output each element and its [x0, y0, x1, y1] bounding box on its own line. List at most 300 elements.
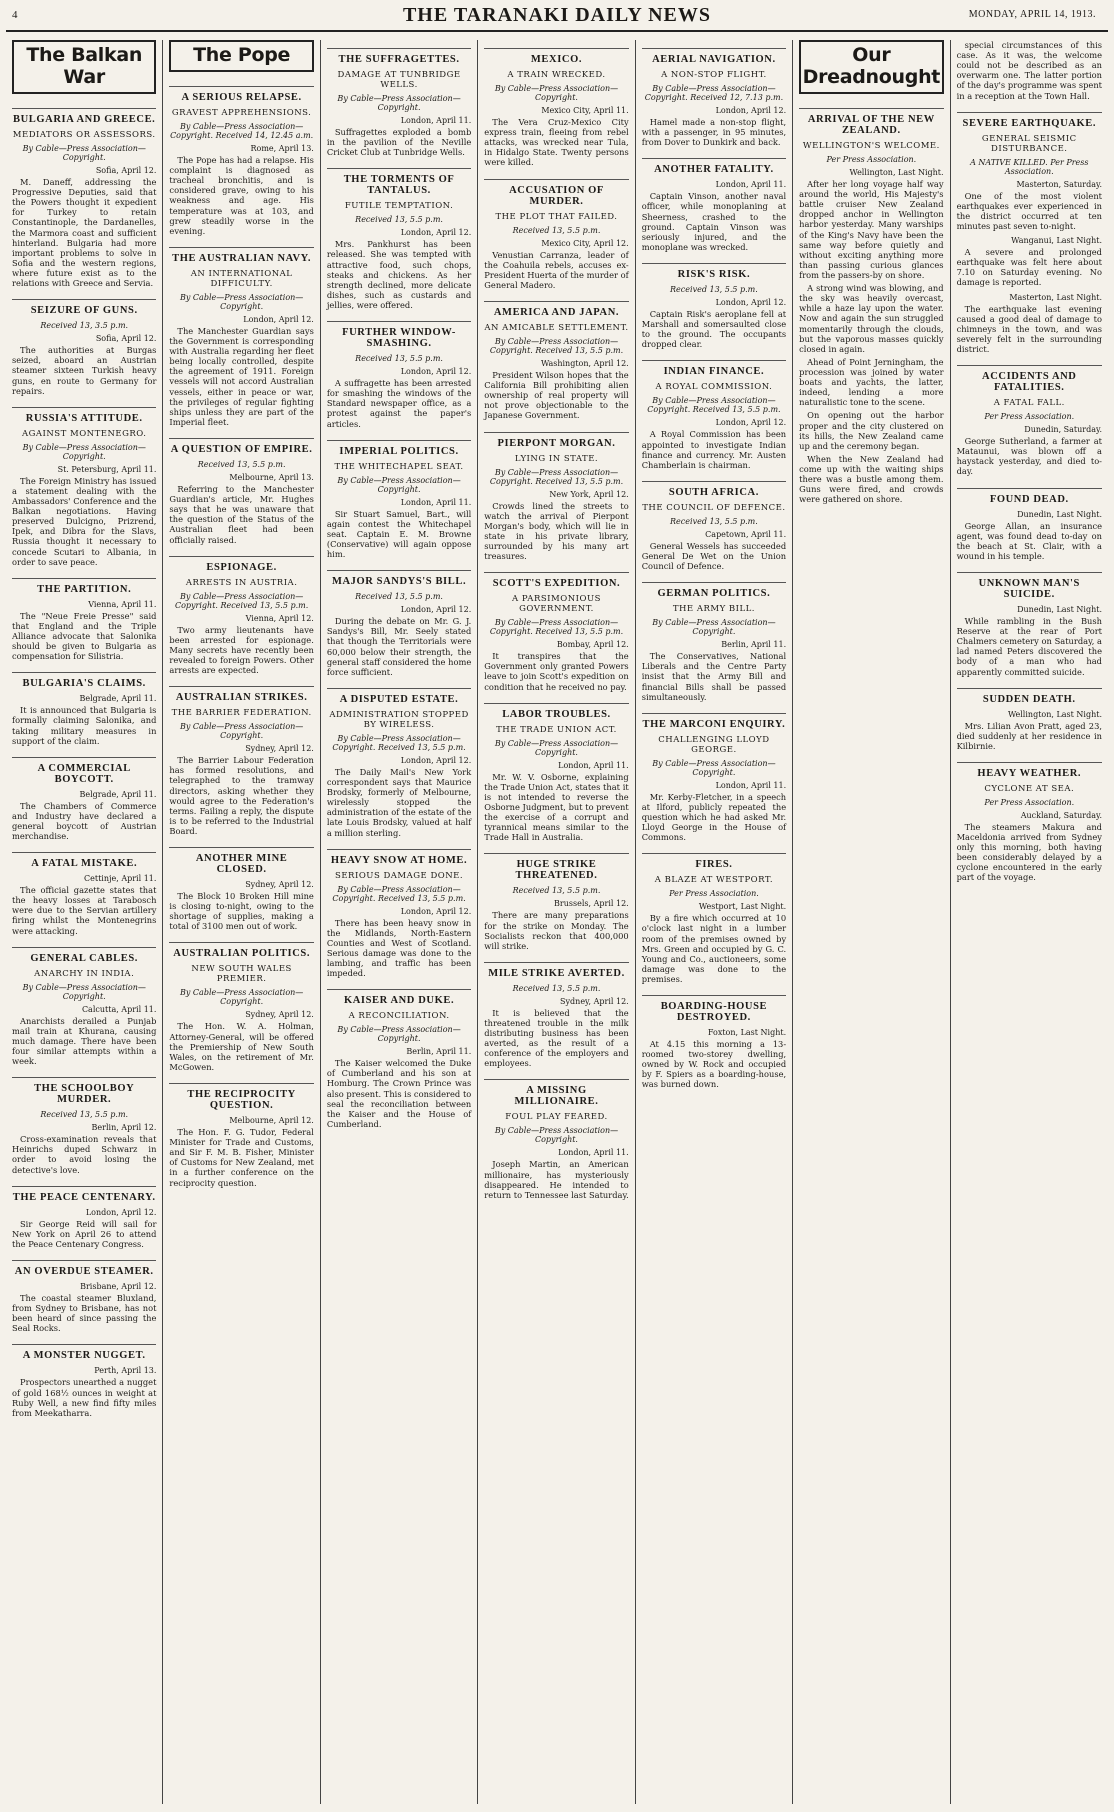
article-headline: AERIAL NAVIGATION. [642, 48, 786, 65]
article-dateline: Vienna, April 12. [245, 613, 314, 623]
article-headline: THE SUFFRAGETTES. [327, 48, 471, 65]
article-body: Referring to the Manchester Guardian's article, Mr. Hughes says that he was unaware that the question of the Status of the Australian fleet had been officially raised. [169, 483, 314, 545]
article-body: The Foreign Ministry has issued a statement dealing with the Ambassadors' Conference and the Balkan negotiations. Having preserved Dulcigno, Prizrend, Ipek, and Dibra for the Slavs, Russia thought it necessary to concede Scutari to Albania, in order to save peace. [12, 475, 157, 567]
article-body: Sir Stuart Samuel, Bart., will again contest the Whitechapel seat. Captain E. M. Browne (Conservative) will again oppose him. [326, 508, 472, 560]
article-dateline: Auckland, Saturday. [1020, 810, 1102, 820]
article-credit: By Cable—Press Association—Copyright. Received 13, 5.5 p.m. [647, 396, 781, 415]
article-dateline: Mexico City, April 11. [541, 106, 629, 115]
article [799, 283, 943, 357]
article-dateline: London, April 11. [715, 180, 787, 190]
article [484, 564, 628, 694]
article [169, 430, 313, 548]
article-dateline: Masterton, Last Night. [1009, 292, 1102, 302]
article-subheadline: THE TRADE UNION ACT. [496, 724, 617, 735]
article-subheadline: A TRAIN WRECKED. [507, 70, 606, 80]
article-credit: By Cable—Press Association—Copyright. [22, 442, 146, 461]
article-dateline: London, April 11. [558, 760, 629, 770]
article-dateline: London, April 12. [400, 605, 472, 615]
article-subheadline: FUTILE TEMPTATION. [344, 201, 454, 212]
article-dateline: Melbourne, April 13. [229, 472, 314, 482]
article-body: Mr. W. V. Osborne, explaining the Trade Union Act, states that it is not intended to reverse the Osborne Judgment, but to prevent the exercise of a corrupt and tyrannical means similar to the Trade Hall in Australia. [484, 771, 629, 843]
article-credit: Received 13, 5.5 p.m. [355, 592, 443, 602]
article-body: A strong wind was blowing, and the sky was heavily overcast, while a haze lay upon the water. Now and again the sun struggled momentarily through the clouds, but the vaporous masses quickly closed in again. [799, 283, 944, 354]
article-body: M. Daneff, addressing the Progressive Deputies, said that the Powers thought it expedient for Turkey to retain Constantinople, the Dardanelles, the Marmora coast and sufficient hinterland. Bulgaria had more important problems to solve in Sofia and the western regions, where future exist as to the relations with Greece and Servia. [12, 177, 157, 289]
article-headline: SEIZURE OF GUNS. [12, 299, 156, 316]
article-dateline: Sofia, April 12. [95, 166, 157, 175]
article-dateline: Foxton, Last Night. [707, 1028, 787, 1038]
article-dateline: St. Petersburg, April 11. [57, 464, 157, 474]
article [484, 1071, 628, 1202]
article-dateline: Dunedin, Last Night. [1017, 604, 1102, 614]
article-body: special circumstances of this case. As it was, the welcome could not be described as an overwarm one. The latter portion of the day's programme was spent in a reception at the Town Hall. [956, 40, 1102, 101]
article-subheadline: AN INTERNATIONAL DIFFICULTY. [190, 268, 293, 289]
article-subheadline: GENERAL SEISMIC DISTURBANCE. [981, 133, 1077, 154]
article-body: A severe and prolonged earthquake was felt here about 7.10 on Saturday evening. No damage is reported. [956, 247, 1102, 288]
article-subheadline: THE COUNCIL OF DEFENCE. [642, 502, 786, 513]
article [642, 574, 786, 705]
article-body: Captain Vinson, another naval officer, while monoplaning at Sheerness, crashed to the ground. Captain Vinson was seriously injured, and the monoplane was wrecked. [641, 191, 787, 252]
article-body: It transpires that the Government only granted Powers leave to join Scott's expedition on condition that he received no pay. [484, 651, 629, 692]
article-headline: AMERICA AND JAPAN. [484, 301, 628, 318]
article-credit: Received 13, 5.5 p.m. [670, 284, 758, 294]
article-body: Anarchists derailed a Punjab mail train at Khurana, causing much damage. There have been four similar attempts within a week. [12, 1015, 157, 1067]
article-credit: Per Press Association. [984, 412, 1075, 422]
article-body: The Block 10 Broken Hill mine is closing to-night, owing to the shortage of supplies, making a total of 3100 men out of work. [169, 891, 314, 932]
article-credit: By Cable—Press Association—Copyright. [22, 982, 146, 1001]
article-dateline: Belgrade, April 11. [79, 789, 157, 799]
column-3 [321, 40, 478, 1804]
article-credit: By Cable—Press Association—Copyright. [652, 618, 776, 637]
article-credit: By Cable—Press Association—Copyright. Received 12, 7.13 p.m. [644, 84, 784, 102]
article-headline: SUDDEN DEATH. [957, 688, 1102, 705]
article [642, 352, 786, 472]
article-headline: IMPERIAL POLITICS. [327, 440, 471, 457]
article [12, 749, 156, 844]
article-body: President Wilson hopes that the California Bill prohibiting alien ownership of real property will not prove objectionable to the Japanese Government. [484, 369, 629, 421]
article-body: There has been heavy snow in the Midlands, North-Eastern Counties and West of Scotland. Serious damage was done to the lambing, and traffic has been impeded. [326, 917, 472, 979]
article-body: George Sutherland, a farmer at Mataunui, was blown off a haystack yesterday, and died to-day. [956, 436, 1102, 477]
article-dateline: Washington, April 12. [540, 358, 629, 368]
article-headline: THE AUSTRALIAN NAVY. [169, 247, 313, 264]
article [169, 678, 313, 839]
article [169, 1075, 313, 1191]
article [12, 1336, 156, 1420]
article-dateline: Capetown, April 11. [705, 529, 787, 539]
article-subheadline: THE BARRIER FEDERATION. [171, 708, 312, 719]
article [957, 357, 1102, 479]
article-body: Joseph Martin, an American millionaire, has mysteriously disappeared. He intended to return to Tennessee last Saturday. [484, 1159, 629, 1200]
article [957, 40, 1102, 104]
article-subheadline: THE PLOT THAT FAILED. [495, 211, 618, 222]
article-dateline: Melbourne, April 12. [229, 1116, 314, 1126]
article-credit: By Cable—Press Association—Copyright. [494, 1126, 619, 1145]
article-body: Prospectors unearthed a nugget of gold 168½ ounces in weight at Ruby Well, a new find fifty miles from Meekatharra. [12, 1377, 157, 1418]
article-headline: LABOR TROUBLES. [484, 703, 628, 720]
article-subheadline: ADMINISTRATION STOPPED BY WIRELESS. [329, 709, 469, 730]
article-body: The Chambers of Commerce and Industry have declared a general boycott of Austrian merchandise. [12, 800, 157, 842]
article-dateline: Dunedin, Saturday. [1024, 425, 1102, 435]
article [957, 480, 1102, 564]
article-credit: Received 13, 5.5 p.m. [355, 215, 443, 225]
article-subheadline: A NON-STOP FLIGHT. [661, 70, 767, 80]
article-dateline: Sydney, April 12. [560, 996, 629, 1006]
article-headline: ANOTHER MINE CLOSED. [169, 847, 313, 875]
article-credit: By Cable—Press Association—Copyright. Received 13, 5.5 p.m. [332, 884, 466, 903]
article-body: The Manchester Guardian says the Government is corresponding with Australia regarding her fleet being locally controlled, despite the agreement of 1911. Foreign vessels will not accord Australian vessels, either in peace or war, the privileges of regular fighting ships unless they are part of the Imperial fleet. [169, 325, 314, 427]
article-headline: A FATAL MISTAKE. [12, 852, 156, 869]
article-body: There are many preparations for the strike on Monday. The Socialists reckon that 400,000 will strike. [484, 910, 629, 951]
article-headline: BULGARIA AND GREECE. [12, 108, 156, 125]
article-subheadline: WELLINGTON'S WELCOME. [802, 141, 940, 151]
article-credit: Received 13, 5.5 p.m. [355, 354, 443, 364]
article [799, 100, 943, 283]
article-subheadline: SERIOUS DAMAGE DONE. [335, 870, 464, 881]
article-dateline: London, April 11. [400, 497, 472, 507]
article-subheadline: MEDIATORS OR ASSESSORS. [12, 130, 156, 140]
article-dateline: London, April 11. [400, 116, 472, 125]
article-body: Cross-examination reveals that Heinrichs duped Schwarz in order to avoid losing the detective's love. [12, 1134, 157, 1175]
article-body: Ahead of Point Jerningham, the procession was joined by water boats and yachts, the latter, indeed, lending a more naturalistic tone to the scene. [799, 356, 944, 408]
article-credit: By Cable—Press Association—Copyright. [337, 475, 461, 494]
article-headline: BOARDING-HOUSE DESTROYED. [642, 995, 786, 1023]
article-body: Venustian Carranza, leader of the Coahuila rebels, accuses ex-President Huerta of the murder of General Madero. [484, 249, 629, 290]
article-headline: FIRES. [642, 853, 786, 870]
article [642, 845, 786, 987]
article-headline: THE TORMENTS OF TANTALUS. [327, 168, 471, 196]
article-dateline: Wanganui, Last Night. [1011, 236, 1102, 246]
article-body: After her long voyage half way around the world, His Majesty's battle cruiser New Zealand dropped anchor in Wellington harbor yesterday. Many warships of the King's Navy have been the same way before quietly and without exciting anything more than passing curious glances from the passers-by on shore. [799, 179, 944, 280]
article [12, 100, 156, 291]
article-subheadline: NEW SOUTH WALES PREMIER. [191, 964, 292, 985]
article-headline: UNKNOWN MAN'S SUICIDE. [957, 572, 1102, 600]
article-headline: PIERPONT MORGAN. [484, 432, 628, 449]
article-credit: By Cable—Press Association—Copyright. [22, 144, 146, 162]
article [327, 562, 471, 680]
article [484, 954, 628, 1072]
article-dateline: Bombay, April 12. [556, 640, 629, 650]
article-body: The official gazette states that the heavy losses at Tarabosch were due to the Servian artillery firing whilst the Montenegrins were attacking. [12, 885, 157, 936]
article-headline: INDIAN FINANCE. [642, 360, 786, 377]
article [327, 432, 471, 563]
article-subheadline: THE ARMY BILL. [672, 604, 755, 615]
article [12, 939, 156, 1070]
article-credit: Per Press Association. [826, 155, 917, 164]
article-credit: Received 13, 5.5 p.m. [40, 1110, 129, 1120]
article [12, 1178, 156, 1252]
article-body: A Royal Commission has been appointed to investigate Indian finance and currency. Mr. Austen Chamberlain is chairman. [641, 429, 787, 470]
article-headline: AUSTRALIAN POLITICS. [169, 942, 313, 959]
article-headline: A SERIOUS RELAPSE. [169, 86, 313, 103]
article [327, 40, 471, 160]
article-body: Suffragettes exploded a bomb in the pavilion of the Neville Cricket Club at Tunbridge Wells. [326, 127, 472, 158]
article-headline: AN OVERDUE STEAMER. [12, 1260, 156, 1277]
article [799, 357, 943, 411]
article-headline: MEXICO. [484, 48, 628, 65]
article [957, 564, 1102, 680]
article [957, 680, 1102, 754]
article-credit: Received 13, 5.5 p.m. [512, 225, 601, 235]
article-credit: Received 13, 5.5 p.m. [670, 516, 758, 526]
article-body: Hamel made a non-stop flight, with a passenger, in 95 minutes, from Dover to Dunkirk and back. [641, 117, 787, 148]
article [12, 1252, 156, 1336]
article-body: The Hon. F. G. Tudor, Federal Minister for Trade and Customs, and Sir F. M. B. Fisher, Minister of Customs for New Zealand, met in a further conference on the reciprocity question. [169, 1127, 314, 1188]
article-headline: HUGE STRIKE THREATENED. [484, 853, 628, 881]
article-credit: By Cable—Press Association—Copyright. [337, 94, 461, 112]
article-headline: A MISSING MILLIONAIRE. [484, 1079, 628, 1107]
article [957, 754, 1102, 886]
article-headline: THE RECIPROCITY QUESTION. [169, 1083, 313, 1111]
article-headline: AUSTRALIAN STRIKES. [169, 686, 313, 703]
article [169, 548, 313, 679]
article-headline: MILE STRIKE AVERTED. [484, 962, 628, 979]
article-dateline: Perth, April 13. [94, 1366, 157, 1376]
article-body: Mrs. Pankhurst has been released. She was tempted with attractive food, such chops, steaks and chickens. As her strength declined, more delicate dishes, such as custards and jellies, were offered. [326, 239, 472, 310]
article-headline: THE MARCONI ENQUIRY. [642, 713, 786, 730]
article [957, 234, 1102, 290]
article [642, 473, 786, 574]
article [957, 104, 1102, 234]
article-dateline: London, April 12. [715, 106, 787, 115]
article-dateline: Brussels, April 12. [554, 899, 629, 909]
article-headline: RUSSIA'S ATTITUDE. [12, 407, 156, 424]
article-headline: ACCIDENTS AND FATALITIES. [957, 365, 1102, 393]
article-headline: ANOTHER FATALITY. [642, 158, 786, 175]
article-credit: By Cable—Press Association—Copyright. Received 13, 5.5 p.m. [332, 733, 466, 752]
column-7 [951, 40, 1108, 1804]
article-body: The "Neue Freie Presse" said that England and the Triple Alliance advocate that Salonika should be given to Bulgaria as compensation for Silistria. [12, 610, 157, 662]
article-dateline: Sydney, April 12. [245, 1010, 314, 1020]
article-dateline: Westport, Last Night. [698, 902, 787, 912]
article-headline: SOUTH AFRICA. [642, 481, 786, 498]
article-dateline: London, April 11. [558, 1148, 629, 1158]
article [169, 78, 313, 239]
article-headline: HEAVY SNOW AT HOME. [327, 849, 471, 866]
article [327, 981, 471, 1132]
article-credit: By Cable—Press Association—Copyright. Received 14, 12.45 a.m. [170, 122, 314, 140]
article [484, 171, 628, 293]
article-body: The Pope has had a relapse. His complaint is diagnosed as tracheal bronchitis, and is considered grave, owing to his weakness and age. His temperature was at 103, and grew steadily worse in the evening. [169, 155, 314, 236]
article-dateline: Wellington, Last Night. [1007, 709, 1102, 719]
article-headline: A MONSTER NUGGET. [12, 1344, 156, 1361]
article-credit: By Cable—Press Association—Copyright. [652, 758, 776, 777]
article-dateline: Masterton, Saturday. [1016, 179, 1102, 189]
article-credit: A NATIVE KILLED. Per Press Association. [970, 157, 1089, 176]
article-subheadline: A ROYAL COMMISSION. [655, 382, 773, 393]
article-subheadline: ANARCHY IN INDIA. [34, 968, 135, 979]
article [327, 313, 471, 432]
column-6 [793, 40, 950, 1804]
article-subheadline: CYCLONE AT SEA. [984, 783, 1075, 794]
article-headline: A QUESTION OF EMPIRE. [169, 438, 313, 455]
article-subheadline: LYING IN STATE. [514, 453, 599, 464]
article-credit: Per Press Association. [669, 889, 759, 899]
article-body: Captain Risk's aeroplane fell at Marshall and somersaulted close to the ground. The occupants dropped clear. [641, 308, 787, 350]
issue-date: MONDAY, APRIL 14, 1913. [968, 9, 1096, 20]
article-headline: HEAVY WEATHER. [957, 762, 1102, 779]
article-body: George Allan, an insurance agent, was found dead to-day on the beach at St. Clair, with a wound in his temple. [956, 520, 1102, 561]
article-body: It is announced that Bulgaria is formally claiming Salonika, and taking military measures in support of the claim. [12, 705, 157, 746]
article [12, 844, 156, 939]
article-credit: Received 13, 5.5 p.m. [512, 886, 601, 896]
article-headline: THE PARTITION. [12, 578, 156, 595]
article-dateline: Berlin, April 11. [721, 640, 787, 650]
article-headline: MAJOR SANDYS'S BILL. [327, 570, 471, 587]
article [957, 291, 1102, 358]
article-body: The steamers Makura and Maceldonia arrived from Sydney only this morning, both having been considerably delayed by a cyclone encountered in the early part of the voyage. [956, 821, 1102, 883]
article [642, 705, 786, 846]
article-body: While rambling in the Bush Reserve at the rear of Port Chalmers cemetery on Saturday, a lad named Peters discovered the body of a man who had apparently committed suicide. [956, 615, 1102, 677]
article-headline: A DISPUTED ESTATE. [327, 688, 471, 705]
article-credit: By Cable—Press Association—Copyright. Received 13, 5.5 p.m. [489, 618, 624, 637]
article-subheadline: DAMAGE AT TUNBRIDGE WELLS. [337, 70, 461, 90]
article-dateline: Belgrade, April 11. [79, 694, 157, 704]
article-body: General Wessels has succeeded General De Wet on the Union Council of Defence. [641, 540, 787, 572]
article-body: At 4.15 this morning a 13-roomed two-storey dwelling, owned by W. Rock and occupied by F. Spiers as a boarding-house, was burned down. [641, 1039, 787, 1090]
article-dateline: London, April 12. [85, 1207, 157, 1217]
news-columns [6, 40, 1108, 1804]
article-dateline: London, April 12. [243, 314, 314, 324]
article-body: The earthquake last evening caused a good deal of damage to chimneys in the town, and was severely felt in the surrounding district. [956, 303, 1102, 354]
article-dateline: London, April 12. [400, 228, 472, 238]
article-subheadline: A BLAZE AT WESTPORT. [654, 875, 774, 886]
article-subheadline: A RECONCILIATION. [348, 1011, 450, 1022]
article-body: When the New Zealand had come up with the waiting ships there was a bustle among them. Guns were fired, and crowds were gathered on shore. [799, 453, 944, 505]
article [169, 239, 313, 430]
newspaper-title: THE TARANAKI DAILY NEWS [402, 4, 712, 26]
article-dateline: London, April 11. [715, 780, 787, 790]
article [484, 424, 628, 565]
article-credit: Received 13, 5.5 p.m. [197, 459, 286, 469]
article [642, 987, 786, 1093]
article-dateline: London, April 12. [715, 418, 787, 428]
article-headline: THE PEACE CENTENARY. [12, 1186, 156, 1203]
article-headline: BULGARIA'S CLAIMS. [12, 672, 156, 689]
article-dateline: Dunedin, Last Night. [1017, 509, 1102, 519]
article-body: Sir George Reid will sail for New York on April 26 to attend the Peace Centenary Congress. [12, 1218, 157, 1249]
column-banner-headline: The Balkan War [12, 40, 156, 94]
article-credit: By Cable—Press Association—Copyright. [494, 84, 619, 102]
article-body: The Barrier Labour Federation has formed resolutions, and telegraphed to the tramway directors, asking whether they would agree to the Federation's terms. Failing a reply, the dispute is to be referred to the Industrial Board. [169, 755, 314, 836]
article-headline: SCOTT'S EXPEDITION. [484, 572, 628, 589]
article-headline: KAISER AND DUKE. [327, 989, 471, 1006]
article [12, 399, 156, 570]
article-subheadline: GRAVEST APPREHENSIONS. [171, 108, 312, 118]
article-credit: By Cable—Press Association—Copyright. [179, 988, 304, 1007]
article-subheadline: CHALLENGING LLOYD GEORGE. [658, 734, 770, 755]
article-dateline: London, April 12. [400, 755, 472, 765]
article-credit: Per Press Association. [984, 797, 1075, 807]
article-dateline: Berlin, April 12. [91, 1123, 157, 1133]
article-headline: GENERAL CABLES. [12, 947, 156, 964]
article-dateline: Cettinje, April 11. [84, 874, 157, 884]
article [12, 1069, 156, 1177]
article [327, 160, 471, 313]
article-dateline: Mexico City, April 12. [541, 238, 629, 248]
article-headline: ACCUSATION OF MURDER. [484, 179, 628, 207]
article [484, 293, 628, 424]
article-dateline: New York, April 12. [549, 489, 629, 499]
article-headline: FURTHER WINDOW-SMASHING. [327, 321, 471, 349]
article [327, 680, 471, 841]
article-dateline: Sofia, April 12. [95, 334, 157, 344]
article-body: Two army lieutenants have been arrested for espionage. Many secrets have recently been revealed to foreign Powers. Other arrests are expected. [169, 624, 314, 676]
page-number: 4 [12, 9, 18, 21]
article-body: Mr. Kerby-Fletcher, in a speech at Ilford, publicly repeated the question which he had asked Mr. Lloyd George in the House of Commons. [641, 791, 787, 843]
article-headline: GERMAN POLITICS. [642, 582, 786, 599]
article-body: The Vera Cruz-Mexico City express train, fleeing from rebel attacks, was wrecked near Tula, in Hidalgo State. Twenty persons were killed. [484, 117, 629, 168]
article-credit: By Cable—Press Association—Copyright. [179, 722, 304, 741]
column-2 [163, 40, 320, 1804]
article-subheadline: AN AMICABLE SETTLEMENT. [484, 322, 629, 333]
article [12, 291, 156, 399]
column-4 [478, 40, 635, 1804]
article [799, 454, 943, 508]
article-subheadline: AGAINST MONTENEGRO. [21, 428, 147, 439]
article-body: On opening out the harbor proper and the city clustered on its hills, the New Zealand came up and the ceremony began. [799, 410, 944, 451]
article-headline: THE SCHOOLBOY MURDER. [12, 1077, 156, 1105]
article-dateline: Vienna, April 11. [88, 599, 157, 609]
article-subheadline: A PARSIMONIOUS GOVERNMENT. [512, 594, 601, 615]
article-credit: By Cable—Press Association—Copyright. Received 13, 5.5 p.m. [489, 336, 624, 355]
article [484, 695, 628, 846]
article-credit: Received 13, 5.5 p.m. [512, 983, 601, 993]
article-dateline: London, April 12. [400, 906, 472, 916]
article-body: The Kaiser welcomed the Duke of Cumberland and his son at Homburg. The Crown Prince was also present. This is considered to seal the reconciliation between the Kaiser and the House of Cumberland. [326, 1058, 472, 1129]
masthead [6, 0, 1108, 32]
article-dateline: Rome, April 13. [250, 144, 314, 153]
article-body: During the debate on Mr. G. J. Sandys's Bill, Mr. Seely stated that though the Territorials were 60,000 below their strength, the general staff considered the home force sufficient. [326, 616, 472, 677]
article-credit: By Cable—Press Association—Copyright. [179, 292, 304, 311]
column-5 [636, 40, 793, 1804]
article-body: A suffragette has been arrested for smashing the windows of the Standard newspaper office, as a protest against the paper's articles. [326, 378, 472, 429]
article-headline: ESPIONAGE. [169, 556, 313, 573]
article [484, 845, 628, 953]
article-credit: By Cable—Press Association—Copyright. [337, 1025, 461, 1044]
article-dateline: Wellington, Last Night. [849, 168, 944, 177]
article-dateline: Sydney, April 12. [245, 880, 314, 890]
article-dateline: Calcutta, April 11. [81, 1004, 157, 1014]
article-dateline: London, April 12. [715, 297, 787, 307]
article-subheadline: THE WHITECHAPEL SEAT. [334, 461, 464, 472]
article [484, 40, 628, 171]
article [642, 255, 786, 352]
column-banner-headline: The Pope [169, 40, 313, 72]
article [642, 150, 786, 255]
article [169, 934, 313, 1075]
article-body: The coastal steamer Bluxland, from Sydney to Brisbane, has not been heard of since passing the Seal Rocks. [12, 1293, 157, 1334]
article-body: By a fire which occurred at 10 o'clock last night in a lumber room of the premises owned by Mrs. Green and occupied by G. C. Young and Co., auctioneers, some damage was done to the premises. [641, 913, 787, 984]
article-subheadline: FOUL PLAY FEARED. [505, 1112, 608, 1123]
article-body: The authorities at Burgas seized, aboard an Austrian steamer sixteen Turkish heavy guns, en route to Germany for repairs. [12, 345, 157, 396]
article-body: It is believed that the threatened trouble in the milk distributing business has been averted, as the result of a conference of the employers and employees. [484, 1007, 629, 1069]
article-subheadline: A FATAL FALL. [993, 398, 1065, 409]
article-headline: A COMMERCIAL BOYCOTT. [12, 757, 156, 785]
article-credit: By Cable—Press Association—Copyright. Received 13, 5.5 p.m. [489, 467, 624, 486]
article-headline: SEVERE EARTHQUAKE. [957, 112, 1102, 129]
article-headline: RISK'S RISK. [642, 263, 786, 280]
article [642, 40, 786, 150]
article-credit: By Cable—Press Association—Copyright. Received 13, 5.5 p.m. [174, 591, 309, 610]
article-dateline: Sydney, April 12. [245, 744, 314, 754]
article [12, 664, 156, 748]
article [169, 839, 313, 934]
article-headline: ARRIVAL OF THE NEW ZEALAND. [799, 108, 943, 136]
article-body: Mrs. Lilian Avon Pratt, aged 23, died suddenly at her residence in Kilbirnie. [956, 720, 1102, 751]
article-credit: By Cable—Press Association—Copyright. [494, 738, 619, 757]
article-body: The Conservatives, National Liberals and the Centre Party insist that the Army Bill and financial Bills shall be passed simultaneously. [641, 651, 787, 702]
article-dateline: London, April 12. [400, 367, 472, 377]
article [12, 570, 156, 665]
